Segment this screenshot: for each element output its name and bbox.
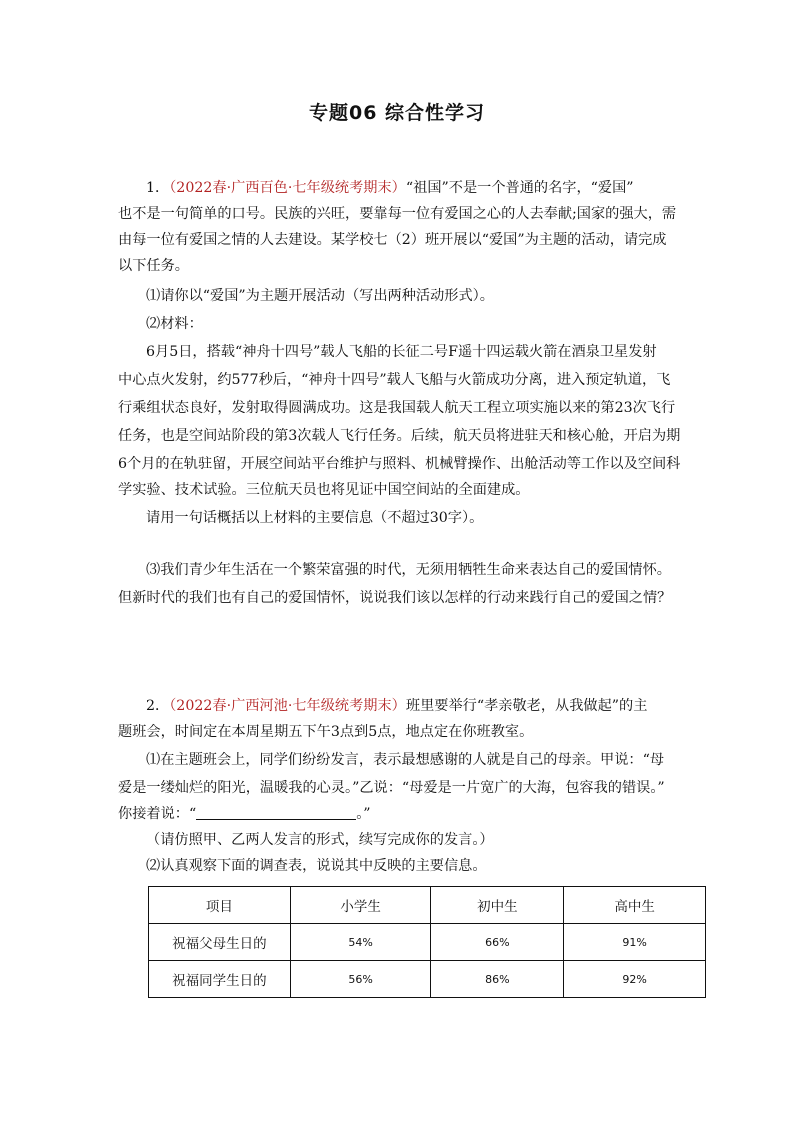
survey-table [148,886,706,998]
q1-material-line: 中心点火发射，约577秒后，“神舟十四号”载人飞船与火箭成功分离，进入预定轨道，飞 [118,372,671,388]
table-header-cell: 项目 [149,887,291,924]
q1-intro-line-4: 以下任务。 [118,258,189,274]
table-cell: 66% [431,924,564,961]
page-title: 专题06 综合性学习 [308,102,486,124]
q2-number: 2． [146,698,170,714]
table-cell: 54% [290,924,431,961]
table-header-cell: 初中生 [431,887,564,924]
table-cell: 86% [431,961,564,998]
q1-sub3-line-2: 但新时代的我们也有自己的爱国情怀，说说我们该以怎样的行动来践行自己的爱国之情？ [118,590,672,606]
table-cell: 91% [564,924,706,961]
q1-sub2: ⑵材料： [146,316,203,332]
q1-intro-line-3: 由每一位有爱国之情的人去建设。某学校七（2）班开展以“爱国”为主题的活动，请完成 [118,232,667,248]
q1-material-line: 6个月的在轨驻留，开展空间站平台维护与照料、机械臂操作、出舱活动等工作以及空间科 [118,456,681,472]
q2-sub1-note: （请仿照甲、乙两人发言的形式，续写完成你的发言。） [146,832,494,848]
q1-intro-rest: “祖国”不是一个普通的名字，“爱国” [405,180,634,196]
q2-sub1-line-3 [118,804,678,824]
table-row [149,924,706,961]
q1-number: 1． [146,180,170,196]
q1-intro-line-2: 也不是一句简单的口号。民族的兴旺，要靠每一位有爱国之心的人去奉献;国家的强大，需 [118,206,677,222]
q1-material-line: 行乘组状态良好，发射取得圆满成功。这是我国载人航天工程立项实施以来的第23次飞行 [118,400,676,416]
q2-sub1-line-3-post: 。” [356,806,371,822]
q2-sub2: ⑵认真观察下面的调查表，说说其中反映的主要信息。 [146,858,487,874]
table-cell: 56% [290,961,431,998]
q2-sub1-line-1: ⑴在主题班会上，同学们纷纷发言，表示最想感谢的人就是自己的母亲。甲说：“母 [146,752,665,768]
q1-material-line: 任务，也是空间站阶段的第3次载人飞行任务。后续，航天员将进驻天和核心舱，开启为期 [118,428,681,444]
table-cell: 92% [564,961,706,998]
q2-intro-rest: 班里要举行“孝亲敬老，从我做起”的主 [405,698,648,714]
q1-material-line: 6月5日，搭载“神舟十四号”载人飞船的长征二号F遥十四运载火箭在酒泉卫星发射 [146,344,657,360]
q1-intro-line-1 [146,178,706,198]
table-header-cell: 小学生 [290,887,431,924]
q1-source: （2022春·广西百色·七年级统考期末） [169,180,406,196]
q1-material-line: 学实验、技术试验。三位航天员也将见证中国空间站的全面建成。 [118,482,530,498]
q1-sub1: ⑴请你以“爱国”为主题开展活动（写出两种活动形式）。 [146,288,494,304]
table-cell: 祝福父母生日的 [149,924,291,961]
q1-sub3-line-1: ⑶我们青少年生活在一个繁荣富强的时代，无须用牺牲生命来表达自己的爱国情怀。 [146,562,671,578]
q2-sub1-line-3-pre: 你接着说：“ [118,806,197,822]
q2-sub1-line-2: 爱是一缕灿烂的阳光，温暖我的心灵。”乙说：“母爱是一片宽广的大海，包容我的错误。” [118,780,665,796]
table-cell: 祝福同学生日的 [149,961,291,998]
q1-sub2-task: 请用一句话概括以上材料的主要信息（不超过30字）。 [146,510,484,526]
table-header-cell: 高中生 [564,887,706,924]
answer-blank[interactable] [196,805,356,820]
table-header-row [149,887,706,924]
q2-intro-line-1 [146,696,706,716]
q2-source: （2022春·广西河池·七年级统考期末） [169,698,406,714]
q2-intro-line-2: 题班会，时间定在本周星期五下午3点到5点，地点定在你班教室。 [118,724,534,740]
table-row [149,961,706,998]
